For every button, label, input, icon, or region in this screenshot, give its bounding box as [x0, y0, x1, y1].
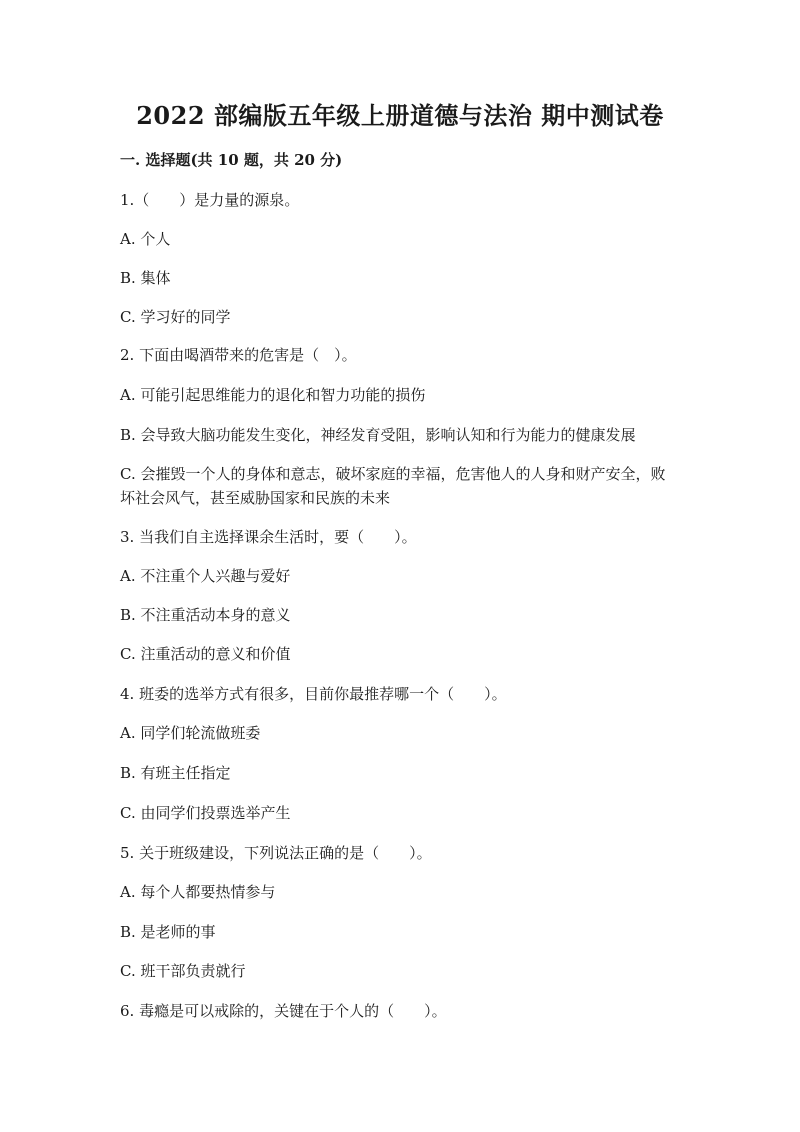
option-c: C. 会摧毁一个人的身体和意志，破坏家庭的幸福，危害他人的人身和财产安全，败坏社会风气，甚至威胁国家和民族的未来	[120, 465, 666, 507]
question-stem: 3. 当我们自主选择课余生活时，要（ ）。	[120, 528, 417, 546]
option-c: C. 由同学们投票选举产生	[120, 804, 291, 822]
question-stem: 6. 毒瘾是可以戒除的，关键在于个人的（ ）。	[120, 1002, 447, 1020]
option-c: C. 注重活动的意义和价值	[120, 645, 291, 663]
option-b: B. 有班主任指定	[120, 764, 231, 782]
question-stem: 5. 关于班级建设，下列说法正确的是（ ）。	[120, 844, 432, 862]
option-b: B. 不注重活动本身的意义	[120, 606, 291, 624]
option-b: B. 集体	[120, 269, 171, 287]
section-heading: 一. 选择题(共 10 题，共 20 分)	[120, 151, 343, 169]
option-c: C. 学习好的同学	[120, 308, 231, 326]
option-a: A. 每个人都要热情参与	[120, 883, 276, 901]
option-a: A. 可能引起思维能力的退化和智力功能的损伤	[120, 386, 426, 404]
question-stem: 1.（ ）是力量的源泉。	[120, 191, 300, 209]
option-b: B. 会导致大脑功能发生变化，神经发育受阻，影响认知和行为能力的健康发展	[120, 426, 636, 444]
option-a: A. 个人	[120, 230, 171, 248]
option-c: C. 班干部负责就行	[120, 962, 246, 980]
question-stem: 2. 下面由喝酒带来的危害是（ ）。	[120, 346, 357, 364]
option-b: B. 是老师的事	[120, 923, 216, 941]
question-stem: 4. 班委的选举方式有很多，目前你最推荐哪一个（ ）。	[120, 685, 507, 703]
option-a: A. 不注重个人兴趣与爱好	[120, 567, 291, 585]
page-title: 2022 部编版五年级上册道德与法治 期中测试卷	[136, 101, 664, 130]
option-a: A. 同学们轮流做班委	[120, 724, 261, 742]
